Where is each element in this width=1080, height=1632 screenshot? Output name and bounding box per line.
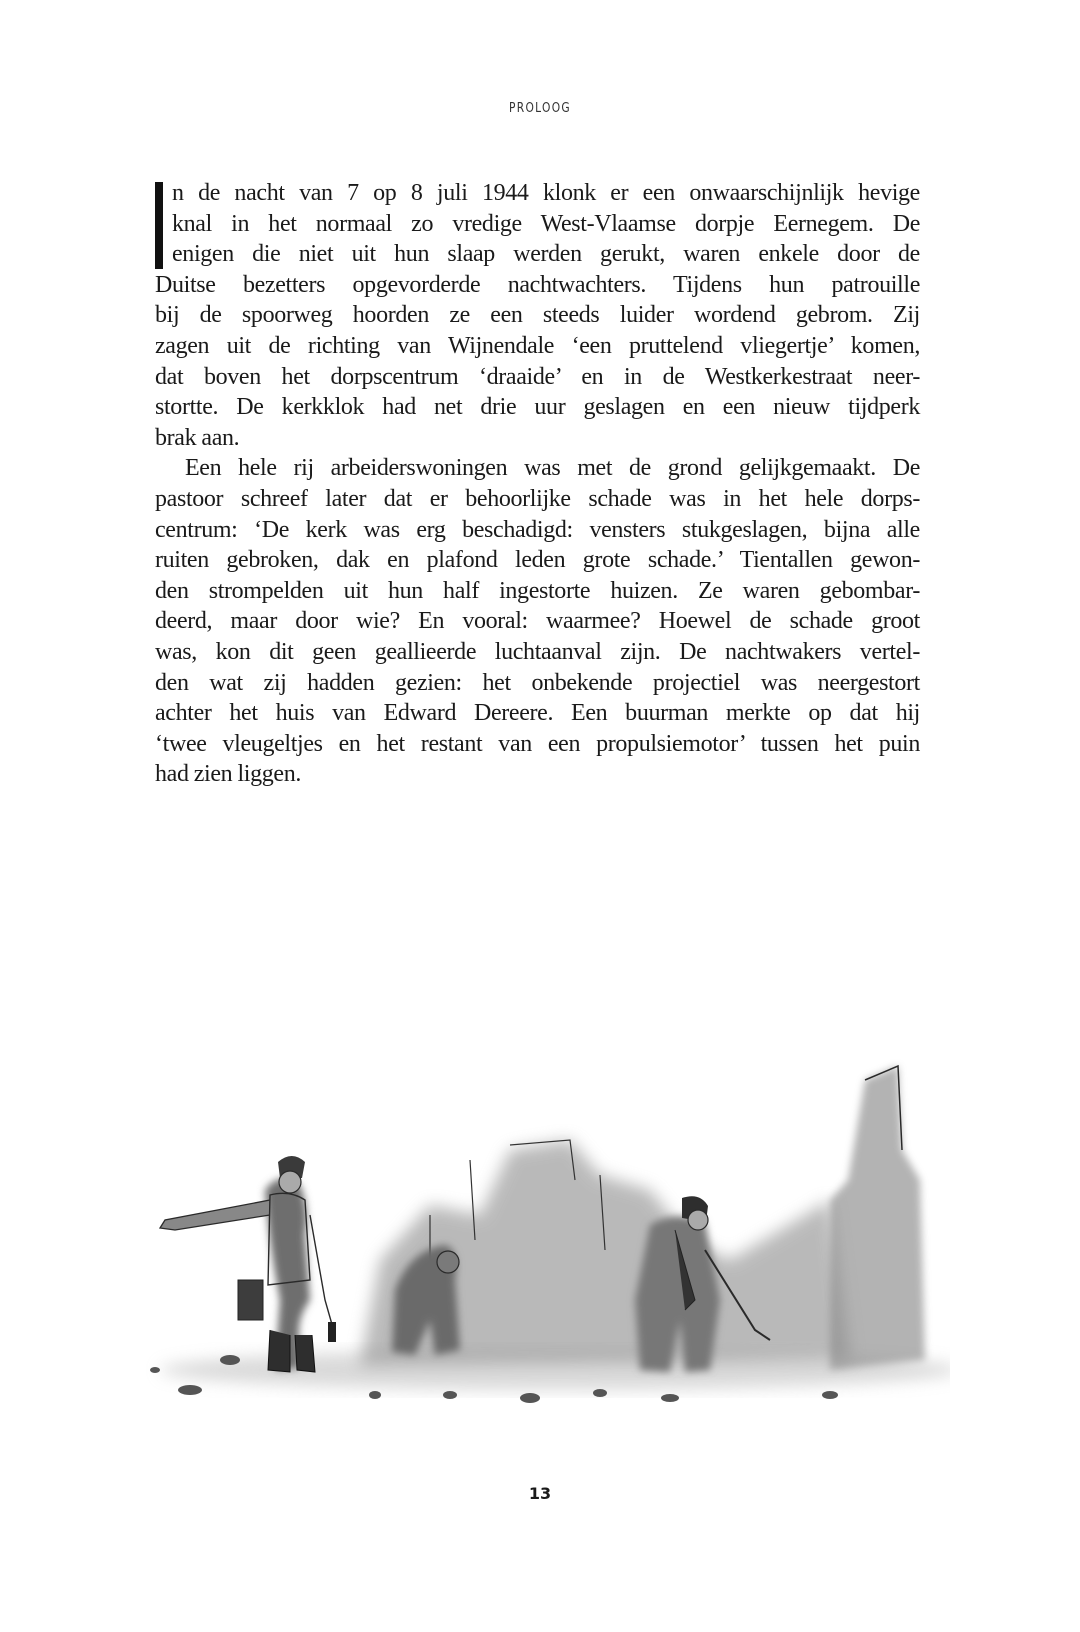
text-line: Een hele rij arbeiderswoningen was met de grond gelijkgemaakt. De (185, 455, 920, 482)
paragraph-2 (155, 453, 920, 790)
text-line: ruiten gebroken, dak en plafond leden grote schade.’ Tientallen gewon- (155, 547, 920, 574)
text-line: enigen die niet uit hun slaap werden gerukt, waren enkele door de (172, 241, 920, 268)
body-text (155, 178, 920, 790)
running-head: PROLOOG (508, 101, 572, 116)
text-line: had zien liggen. (155, 761, 302, 788)
text-line: stortte. De kerkklok had net drie uur geslagen en een nieuw tijdperk (155, 394, 920, 421)
text-line: deerd, maar door wie? En vooral: waarmee? Hoewel de schade groot (155, 608, 920, 635)
text-line: brak aan. (155, 424, 240, 451)
text-line: bij de spoorweg hoorden ze een steeds luider wordend gebrom. Zij (155, 302, 920, 329)
text-line: Duitse bezetters opgevorderde nachtwachters. Tijdens hun patrouille (155, 271, 920, 298)
text-line: zagen uit de richting van Wijnendale ‘een pruttelend vliegertje’ komen, (155, 332, 920, 359)
text-line: n de nacht van 7 op 8 juli 1944 klonk er een onwaarschijnlijk hevige (172, 180, 920, 206)
text-line: pastoor schreef later dat er behoorlijke schade was in het hele dorps- (155, 485, 920, 512)
text-line: ‘twee vleugeltjes en het restant van een propulsiemotor’ tussen het puin (155, 730, 920, 757)
page-number: 13 (528, 1484, 552, 1503)
paragraph-1 (155, 178, 920, 453)
soldier-figure-icon (160, 1156, 336, 1372)
text-line: den strompelden uit hun half ingestorte huizen. Ze waren gebombar- (155, 577, 920, 604)
text-line: knal in het normaal zo vredige West-Vlaamse dorpje Eernegem. De (172, 210, 920, 237)
text-line: den wat zij hadden gezien: het onbekende projectiel was neergestort (155, 669, 920, 696)
illustration (130, 1000, 950, 1420)
text-line: achter het huis van Edward Dereere. Een buurman merkte op dat hij (155, 700, 920, 727)
text-line: was, kon dit geen geallieerde luchtaanval zijn. De nachtwakers vertel- (155, 638, 920, 665)
text-line: dat boven het dorpscentrum ‘draaide’ en in de Westkerkestraat neer- (155, 363, 920, 390)
drop-cap-i (155, 182, 163, 269)
text-line: centrum: ‘De kerk was erg beschadigd: vensters stukgeslagen, bijna alle (155, 516, 920, 543)
